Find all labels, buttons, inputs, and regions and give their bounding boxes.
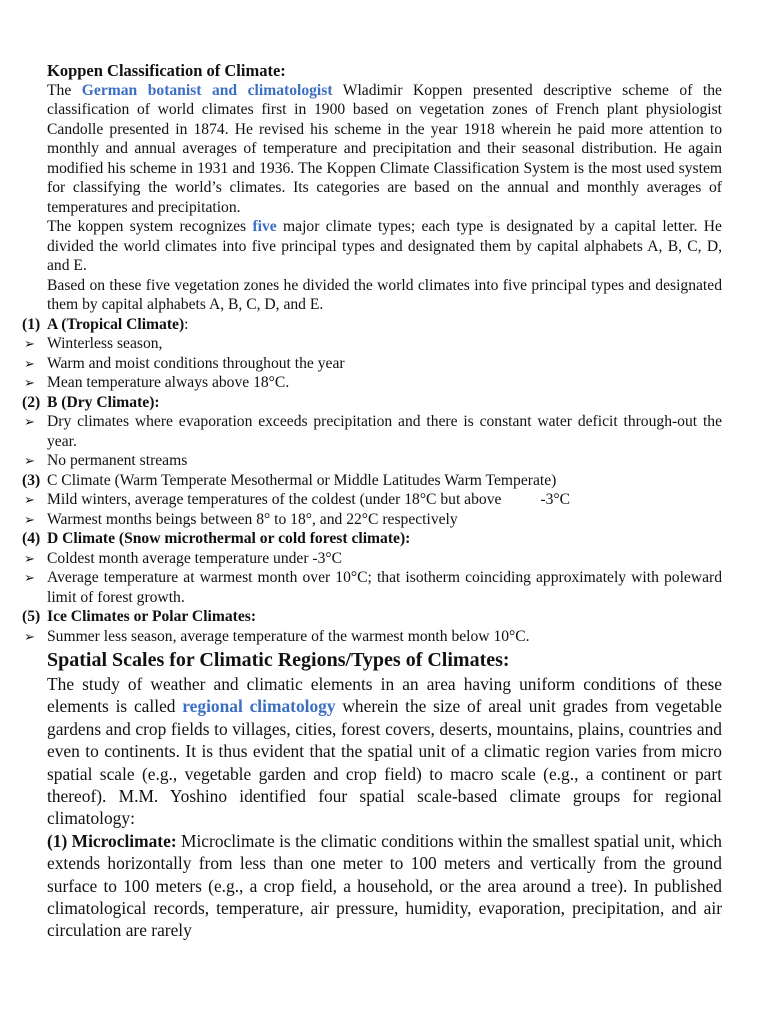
list-item xyxy=(0,627,768,647)
text-run: The xyxy=(47,81,82,99)
microclimate-paragraph xyxy=(0,830,768,942)
bullet-text: Mild winters, average temperatures of the coldest (under 18°C but above -3°C xyxy=(47,491,571,508)
arrow-bullet-icon: ➢ xyxy=(24,336,35,351)
highlight-regional-climatology: regional climatology xyxy=(182,696,336,717)
type-d-bullets xyxy=(0,549,768,608)
bullet-text: Coldest month average temperature under -3°C xyxy=(47,549,343,567)
bullet-text: Winterless season, xyxy=(47,335,163,352)
spatial-scales-title: Spatial Scales for Climatic Regions/Types of Climates: xyxy=(47,649,510,671)
type-title: Ice Climates or Polar Climates: xyxy=(47,608,257,625)
type-title: A (Tropical Climate) xyxy=(47,315,185,333)
type-title: B (Dry Climate): xyxy=(47,393,160,411)
type-heading-d xyxy=(0,529,768,549)
bullet-text: Summer less season, average temperature of the warmest month below 10°C. xyxy=(47,627,530,645)
list-item xyxy=(0,354,768,374)
list-item xyxy=(0,334,768,354)
arrow-bullet-icon: ➢ xyxy=(24,570,35,585)
arrow-bullet-icon: ➢ xyxy=(24,414,35,429)
koppen-paragraph-2 xyxy=(0,217,768,276)
type-number: (1) xyxy=(22,315,41,333)
text-run: The koppen system recognizes xyxy=(47,218,253,235)
arrow-bullet-icon: ➢ xyxy=(24,355,35,371)
type-number: (5) xyxy=(22,608,41,625)
list-item xyxy=(0,451,768,471)
type-heading-c xyxy=(0,471,768,491)
text-run: major climate types; each type is designated by a capital letter. He divided the world climates into five principal types and designated them by capital alphabets A, B, C, D, and E. xyxy=(47,218,722,274)
type-b-bullets xyxy=(0,412,768,471)
list-item xyxy=(0,510,768,530)
list-item xyxy=(0,373,768,393)
text-run: Wladimir Koppen presented descriptive scheme of the classification of world climates first in 1900 based on vegetation zones of French plant physiologist Candolle presented in 1874. He revised his scheme in the year 1918 wherein he paid more attention to monthly and annual averages of temperature and precipitation and their seasonal distribution. He again modified his scheme in 1931 and 1936. The Koppen Climate Classification System is the most used system for classifying the world’s climates. Its categories are based on the annual and monthly averages of temperatures and precipitation. xyxy=(47,81,722,216)
spatial-scales-section xyxy=(0,648,768,942)
bullet-text: Dry climates where evaporation exceeds precipitation and there is constant water deficit through-out the year. xyxy=(47,413,722,450)
arrow-bullet-icon: ➢ xyxy=(24,375,35,390)
koppen-paragraph-1 xyxy=(0,81,768,218)
type-suffix: : xyxy=(184,315,189,333)
text-run: The study of weather and climatic elements in an area having uniform conditions of these elements is called xyxy=(47,674,722,717)
type-title: D Climate (Snow microthermal or cold forest climate): xyxy=(47,530,411,547)
koppen-section xyxy=(0,61,768,646)
text-run: Microclimate is the climatic conditions within the smallest spatial unit, which extends horizontally from less than one meter to 100 meters and vertically from the ground surface to 100 meters (e.g., a crop field, a household, or the area around a tree). In published climatological records, temperature, air pressure, humidity, evaporation, precipitation, and air circulation are rarely xyxy=(47,830,722,941)
text-run: wherein the size of areal unit grades from vegetable gardens and crop fields to villages, cities, forest covers, deserts, mountains, plains, countries and even to continents. It is thus evident that the spatial unit of a climatic region varies from micro spatial scale (e.g., vegetable garden and crop field) to macro scale (e.g., a continent or part thereof). M.M. Yoshino identified four spatial scale-based climate groups for regional climatology: xyxy=(47,696,722,829)
bullet-text: Average temperature at warmest month over 10°C; that isotherm coinciding approximately with poleward limit of forest growth. xyxy=(47,569,722,606)
list-item xyxy=(0,490,768,510)
bullet-text: Warm and moist conditions throughout the year xyxy=(47,354,345,372)
type-c-bullets xyxy=(0,490,768,529)
type-a-bullets xyxy=(0,334,768,393)
type-number: (3) xyxy=(22,471,41,489)
bullet-text: No permanent streams xyxy=(47,452,188,469)
koppen-title: Koppen Classification of Climate: xyxy=(47,61,286,80)
type-number: (2) xyxy=(22,393,41,411)
koppen-paragraph-3: Based on these five vegetation zones he divided the world climates into five principal types and designated them by capital alphabets A, B, C, D, and E. xyxy=(47,276,722,313)
type-number: (4) xyxy=(22,530,41,547)
arrow-bullet-icon: ➢ xyxy=(24,511,35,527)
type-e-bullets xyxy=(0,627,768,647)
list-item xyxy=(0,568,768,607)
arrow-bullet-icon: ➢ xyxy=(24,550,35,566)
type-heading-a xyxy=(0,315,768,335)
type-heading-e xyxy=(0,607,768,627)
type-heading-b xyxy=(0,393,768,413)
arrow-bullet-icon: ➢ xyxy=(24,492,35,507)
bullet-text: Warmest months beings between 8° to 18°, and 22°C respectively xyxy=(47,510,458,528)
type-title: C Climate (Warm Temperate Mesothermal or Middle Latitudes Warm Temperate) xyxy=(47,471,557,489)
arrow-bullet-icon: ➢ xyxy=(24,453,35,468)
spatial-paragraph-1 xyxy=(0,673,768,830)
arrow-bullet-icon: ➢ xyxy=(24,628,35,644)
list-item xyxy=(0,549,768,569)
bullet-text: Mean temperature always above 18°C. xyxy=(47,374,290,391)
highlight-botanist: German botanist and climatologist xyxy=(81,81,333,99)
list-item xyxy=(0,412,768,451)
microclimate-label: (1) Microclimate: xyxy=(47,830,177,851)
highlight-five: five xyxy=(252,218,277,235)
